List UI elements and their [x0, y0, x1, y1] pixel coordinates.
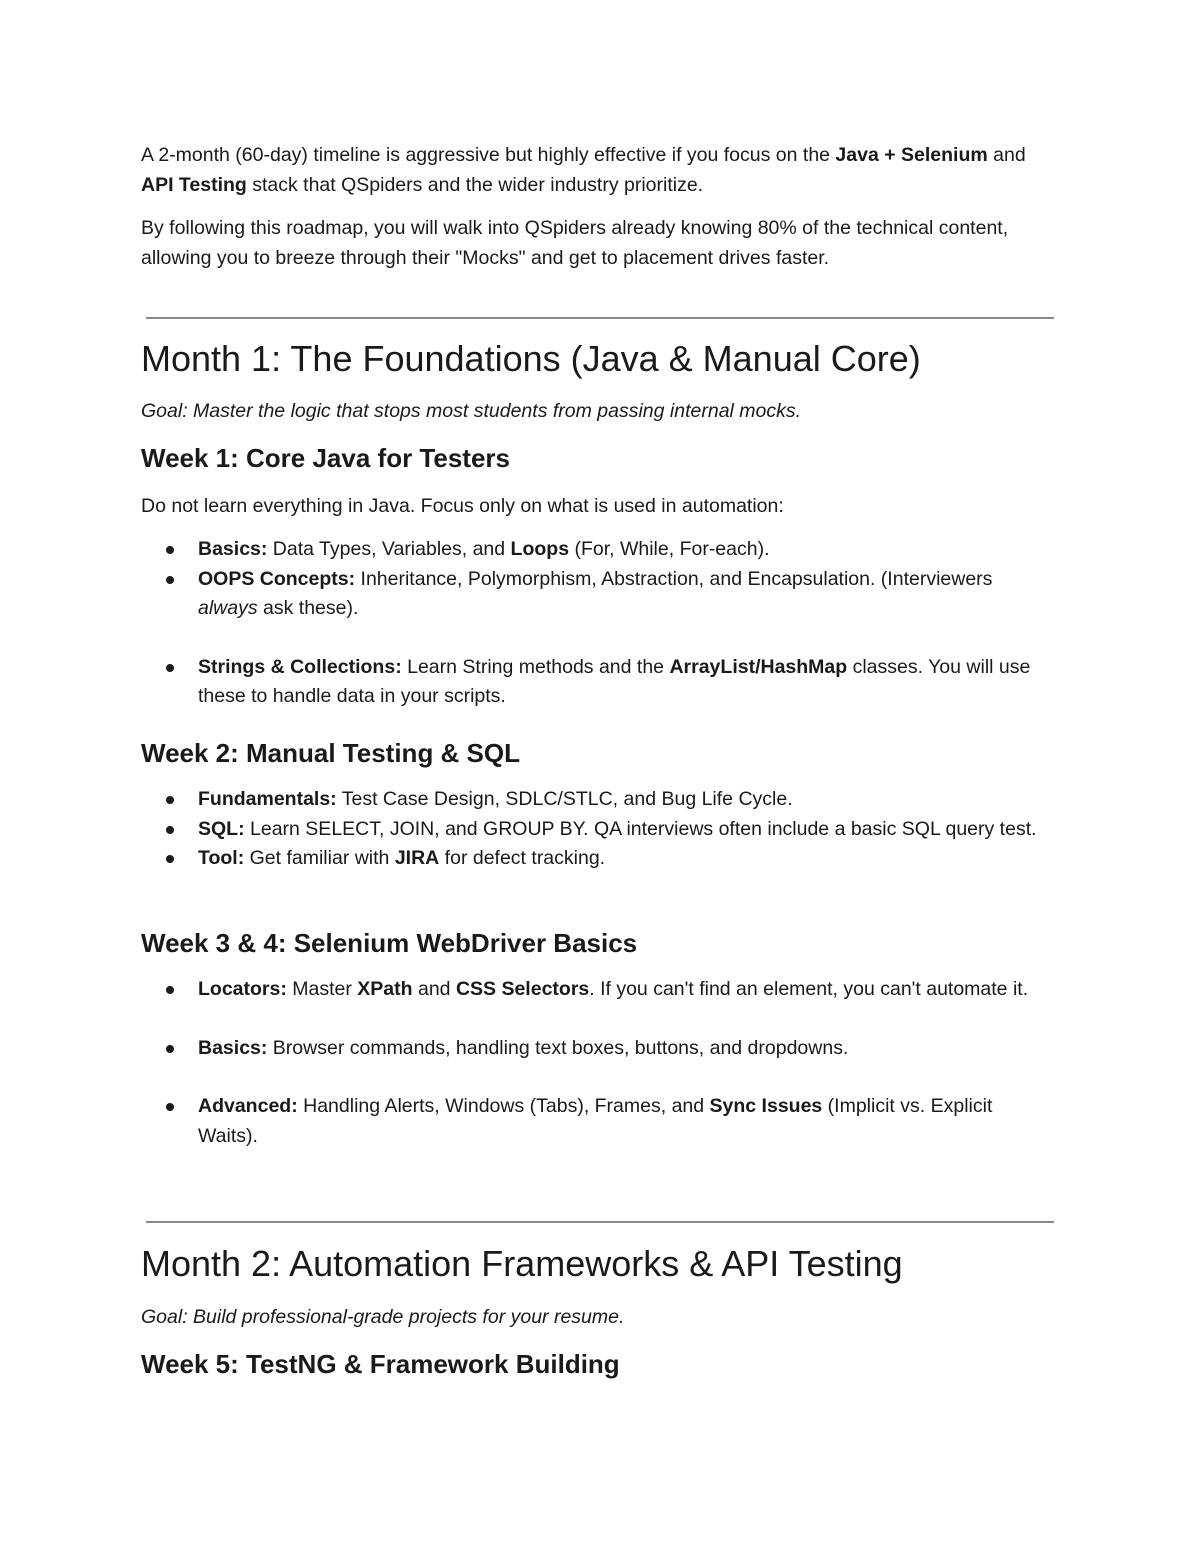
week1-list: [141, 535, 1056, 712]
week34-list: [141, 975, 1056, 1151]
week2-heading: Week 2: Manual Testing & SQL: [141, 738, 520, 768]
list-item: Fundamentals: Test Case Design, SDLC/STLC, and Bug Life Cycle.: [141, 785, 1056, 815]
list-item: Strings & Collections: Learn String methods and the ArrayList/HashMap classes. You will use these to handle data in your scripts.: [141, 653, 1056, 712]
month1-goal: Goal: Master the logic that stops most students from passing internal mocks.: [141, 400, 802, 422]
section-divider: [146, 317, 1054, 319]
section-divider: [146, 1221, 1054, 1223]
week1-heading: Week 1: Core Java for Testers: [141, 443, 510, 473]
month1-heading: Month 1: The Foundations (Java & Manual Core): [141, 338, 921, 379]
list-item: Tool: Get familiar with JIRA for defect tracking.: [141, 844, 1056, 874]
intro-paragraph-2: By following this roadmap, you will walk into QSpiders already knowing 80% of the technical content, allowing you to breeze through their "Mocks" and get to placement drives faster.: [141, 217, 1009, 269]
bullet-icon: [166, 1103, 174, 1111]
list-item: Basics: Browser commands, handling text boxes, buttons, and dropdowns.: [141, 1034, 1056, 1064]
list-item: Basics: Data Types, Variables, and Loops (For, While, For-each).: [141, 535, 1056, 565]
list-item: Locators: Master XPath and CSS Selectors. If you can't find an element, you can't automate it.: [141, 975, 1056, 1005]
bullet-icon: [166, 576, 174, 584]
bullet-icon: [166, 796, 174, 804]
week1-lead: Do not learn everything in Java. Focus only on what is used in automation:: [141, 495, 784, 517]
bullet-icon: [166, 826, 174, 834]
intro-paragraph-1: A 2-month (60-day) timeline is aggressive but highly effective if you focus on the Java + Selenium and API Testing stack that QSpiders and the wider industry prioritize.: [141, 144, 1026, 196]
month2-heading: Month 2: Automation Frameworks & API Testing: [141, 1243, 903, 1284]
week5-heading: Week 5: TestNG & Framework Building: [141, 1349, 620, 1379]
bullet-icon: [166, 546, 174, 554]
bullet-icon: [166, 855, 174, 863]
week2-list: [141, 785, 1056, 874]
list-item: Advanced: Handling Alerts, Windows (Tabs), Frames, and Sync Issues (Implicit vs. Explicit Waits).: [141, 1092, 1056, 1151]
list-item: OOPS Concepts: Inheritance, Polymorphism, Abstraction, and Encapsulation. (Interviewers always ask these).: [141, 565, 1056, 624]
week34-heading: Week 3 & 4: Selenium WebDriver Basics: [141, 928, 638, 958]
list-item: SQL: Learn SELECT, JOIN, and GROUP BY. QA interviews often include a basic SQL query test.: [141, 815, 1056, 845]
bullet-icon: [166, 1045, 174, 1053]
bullet-icon: [166, 664, 174, 672]
bullet-icon: [166, 986, 174, 994]
month2-goal: Goal: Build professional-grade projects for your resume.: [141, 1306, 625, 1328]
